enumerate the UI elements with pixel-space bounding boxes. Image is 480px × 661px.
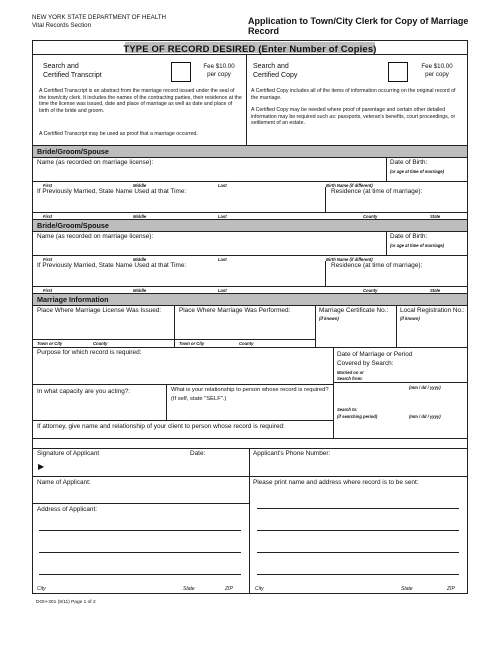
divider — [166, 384, 167, 420]
party2-last-2: Last — [218, 288, 227, 293]
agency-header — [32, 14, 166, 30]
divider — [33, 54, 467, 55]
agency-name: NEW YORK STATE DEPARTMENT OF HEALTH — [32, 14, 166, 21]
state-label: State — [183, 586, 195, 592]
application-form — [32, 40, 468, 594]
copy-description: A Certified Copy includes all of the items of information occurring on the original record of the marriage. — [251, 88, 456, 101]
address-line[interactable] — [39, 530, 241, 531]
form-footer: DOH-301 (8/11) Page 1 of 2 — [36, 600, 96, 605]
divider — [386, 231, 387, 255]
copy-label-2: Certified Copy — [253, 72, 298, 79]
party1-last: Last — [218, 183, 227, 188]
party1-dob-sub: (or age at time of marriage) — [390, 169, 444, 174]
party1-last-2: Last — [218, 214, 227, 219]
section-name: Vital Records Section — [32, 22, 92, 29]
transcript-label-2: Certified Transcript — [43, 72, 102, 79]
party1-state: State — [430, 214, 441, 219]
transcript-usage: A Certified Transcript may be used as proof that a marriage occurred. — [39, 131, 198, 137]
performed-town: Town or City — [179, 341, 205, 346]
purpose-label: Purpose for which record is required: — [37, 349, 142, 356]
divider — [33, 448, 467, 449]
party1-birth-name: Birth Name (if different) — [326, 183, 373, 188]
party2-county: County — [363, 288, 378, 293]
divider — [33, 476, 467, 477]
signature-label: Signature of Applicant — [37, 450, 100, 457]
arrow-icon: ▶ — [38, 462, 45, 471]
address-line[interactable] — [257, 574, 459, 575]
phone-label: Applicant's Phone Number: — [253, 450, 331, 457]
divider — [33, 181, 467, 182]
license-place-label: Place Where Marriage License Was Issued: — [37, 307, 162, 314]
transcript-label-1: Search and — [43, 63, 79, 70]
zip-label-2: ZIP — [447, 586, 455, 592]
party1-first: First — [43, 183, 53, 188]
divider — [325, 187, 326, 212]
divider — [386, 157, 387, 181]
married-on-label: Married on or — [337, 370, 364, 375]
divider — [33, 255, 467, 256]
city-label-2: City — [255, 586, 264, 592]
party1-prev-label: If Previously Married, State Name Used at that Time: — [37, 188, 187, 195]
divider — [33, 384, 333, 385]
applicant-address-label: Address of Applicant: — [37, 506, 98, 513]
license-county: County — [93, 341, 108, 346]
party2-dob-label: Date of Birth: — [390, 233, 428, 240]
party1-residence-label: Residence (at time of marriage): — [331, 188, 423, 195]
state-label-2: State — [401, 586, 413, 592]
party1-first-2: First — [43, 214, 53, 219]
divider — [174, 305, 175, 347]
certificate-no-label: Marriage Certificate No.: — [319, 307, 389, 314]
copy-copies-box[interactable] — [388, 62, 408, 82]
certificate-no-sub: (if known) — [319, 316, 339, 321]
marriage-section-title: Marriage Information — [37, 295, 109, 304]
city-label: City — [37, 586, 46, 592]
party1-name-label: Name (as recorded on marriage license): — [37, 159, 154, 166]
capacity-label: In what capacity are you acting?: — [37, 388, 131, 395]
divider — [246, 54, 247, 145]
address-line[interactable] — [39, 574, 241, 575]
transcript-fee-unit: per copy — [207, 71, 231, 78]
address-line[interactable] — [257, 508, 459, 509]
party2-birth-name: Birth Name (if different) — [326, 257, 373, 262]
date-period-label-2: Covered by Search: — [337, 360, 394, 367]
date-period-label-1: Date of Marriage or Period — [337, 351, 413, 358]
divider — [33, 347, 467, 348]
attorney-label: If attorney, give name and relationship of your client to person whose record is required: — [37, 423, 285, 430]
search-to-label: Search to: — [337, 407, 358, 412]
performed-county: County — [239, 341, 254, 346]
form-title: Application to Town/City Clerk for Copy of Marriage Record — [248, 16, 469, 36]
print-address-label: Please print name and address where record is to be sent: — [253, 479, 419, 486]
party2-middle-2: Middle — [133, 288, 147, 293]
divider — [33, 212, 467, 213]
copy-fee — [411, 63, 463, 79]
performed-place-label: Place Where Marriage Was Performed: — [179, 307, 291, 314]
party2-name-label: Name (as recorded on marriage license): — [37, 233, 154, 240]
copy-label-1: Search and — [253, 63, 289, 70]
applicant-name-label: Name of Applicant: — [37, 479, 91, 486]
divider — [333, 347, 334, 438]
date-format-2: (mm / dd / yyyy) — [409, 414, 441, 419]
transcript-copies-box[interactable] — [171, 62, 191, 82]
copy-fee-amount: Fee $10.00 — [421, 63, 453, 70]
party2-dob-sub: (or age at time of marriage) — [390, 243, 444, 248]
party2-first-2: First — [43, 288, 53, 293]
divider — [315, 305, 316, 347]
license-town: Town or City — [37, 341, 63, 346]
party2-state: State — [430, 288, 441, 293]
party2-first: First — [43, 257, 53, 262]
search-from-label: Search from: — [337, 376, 363, 381]
divider — [33, 420, 333, 421]
transcript-description: A Certified Transcript is an abstract from the marriage record issued under the seal of the town/city clerk. It includes the names of the contracting parties, their residence at the time the license was issued, date and place of marriage as well as date and place of birth of the bride and groom. — [39, 88, 242, 115]
registration-no-sub: (if known) — [400, 316, 420, 321]
party1-middle: Middle — [133, 183, 147, 188]
record-type-title: TYPE OF RECORD DESIRED (Enter Number of Copies) — [123, 43, 377, 54]
copy-usage: A Certified Copy may be needed where proof of parentage and certain other detailed information may be required such as: passports, veteran's benefits, court proceedings, or settlement of an estate. — [251, 107, 456, 127]
divider — [33, 339, 315, 340]
party2-middle: Middle — [133, 257, 147, 262]
divider — [249, 448, 250, 593]
divider — [325, 261, 326, 286]
registration-no-label: Local Registration No.: — [400, 307, 465, 314]
divider — [33, 286, 467, 287]
date-label: Date: — [190, 450, 206, 457]
divider — [333, 382, 467, 383]
address-line[interactable] — [39, 552, 241, 553]
party2-residence-label: Residence (at time of marriage): — [331, 262, 423, 269]
transcript-fee-amount: Fee $10.00 — [203, 63, 235, 70]
party2-section-title: Bride/Groom/Spouse — [37, 221, 109, 230]
zip-label: ZIP — [225, 586, 233, 592]
party2-prev-label: If Previously Married, State Name Used at that Time: — [37, 262, 187, 269]
divider — [33, 438, 467, 439]
party1-section-title: Bride/Groom/Spouse — [37, 147, 109, 156]
date-format-1: (mm / dd / yyyy) — [409, 385, 441, 390]
party1-county: County — [363, 214, 378, 219]
divider — [396, 305, 397, 347]
address-line[interactable] — [257, 530, 459, 531]
if-searching-label: (if searching period) — [337, 414, 378, 419]
party1-dob-label: Date of Birth: — [390, 159, 428, 166]
copy-fee-unit: per copy — [425, 71, 449, 78]
party1-middle-2: Middle — [133, 214, 147, 219]
transcript-fee — [195, 63, 243, 79]
party2-last: Last — [218, 257, 227, 262]
relationship-label-2: (If self, state "SELF".) — [171, 396, 227, 402]
divider — [33, 503, 249, 504]
relationship-label-1: What is your relationship to person whose record is required? — [171, 387, 329, 393]
address-line[interactable] — [257, 552, 459, 553]
